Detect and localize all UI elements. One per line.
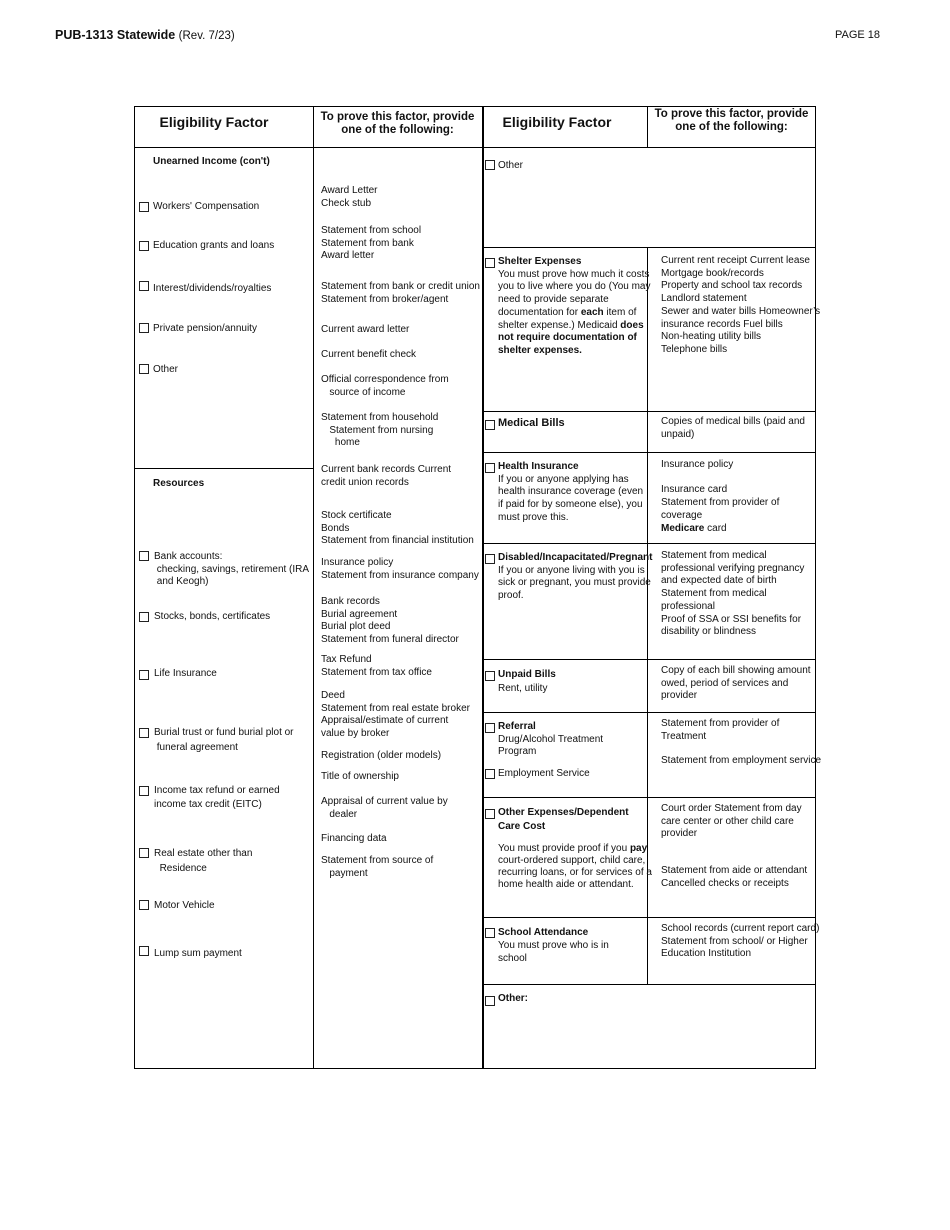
stocks-label: Stocks, bonds, certificates	[154, 611, 271, 622]
proof-text: Deed Statement from real estate broker Appraisal/estimate of current value by broker	[321, 690, 470, 740]
proof-text: Statement from bank or credit union Statement from broker/agent	[321, 281, 480, 305]
other-expenses-checkbox[interactable]	[485, 809, 495, 819]
disabled-proofs: Statement from medical professional verifying pregnancy and expected date of birth Statement from medical professional Proof of SSA or SSI benefits for disability or blindness	[661, 550, 805, 638]
stocks-checkbox[interactable]	[139, 612, 149, 622]
shelter-proofs: Current rent receipt Current lease Mortgage book/records Property and school tax records Landlord statement Sewer and water bills Homeowner’s insurance records Fuel bills Non-heating utility bills Telephone bills	[661, 255, 821, 355]
other-bottom-checkbox[interactable]	[485, 996, 495, 1006]
proof-text: Current benefit check	[321, 349, 417, 360]
pension-checkbox[interactable]	[139, 323, 149, 333]
proof-text: Appraisal of current value by dealer	[321, 796, 448, 820]
proof-text: Award Letter Check stub	[321, 185, 378, 209]
proof-text: Tax Refund Statement from tax office	[321, 654, 432, 678]
interest-checkbox[interactable]	[139, 281, 149, 291]
health-insurance-checkbox[interactable]	[485, 463, 495, 473]
school-attendance-description: School Attendance You must prove who is in school	[498, 927, 609, 964]
other-top-checkbox[interactable]	[485, 160, 495, 170]
workers-comp-label: Workers' Compensation	[153, 201, 260, 212]
education-label: Education grants and loans	[153, 240, 275, 251]
real-estate-checkbox[interactable]	[139, 848, 149, 858]
school-attendance-checkbox[interactable]	[485, 928, 495, 938]
proof-text: Title of ownership	[321, 771, 399, 782]
health-insurance-proofs: Insurance policy Insurance card Statement from provider of coverage Medicare card	[661, 459, 780, 534]
col-header-factor-left: Eligibility Factor	[159, 114, 269, 130]
education-checkbox[interactable]	[139, 241, 149, 251]
real-estate-label: Real estate other than Residence	[154, 848, 253, 874]
referral-proofs: Statement from provider of Treatment	[661, 718, 780, 742]
motor-vehicle-label: Motor Vehicle	[154, 900, 215, 911]
health-insurance-description: Health Insurance If you or anyone applying has health insurance coverage (even if paid for by someone else), you must prove this.	[498, 461, 644, 523]
referral-proofs-employment: Statement from employment service	[661, 755, 822, 766]
motor-vehicle-checkbox[interactable]	[139, 900, 149, 910]
col-header-proof-left: To prove this factor, provide one of the following:	[320, 111, 475, 137]
proof-text: Current award letter	[321, 324, 410, 335]
form-id: PUB-1313 Statewide (Rev. 7/23)	[55, 28, 235, 42]
life-insurance-checkbox[interactable]	[139, 670, 149, 680]
other-expenses-title: Other Expenses/Dependent Care Cost	[498, 807, 629, 832]
unpaid-bills-description: Unpaid Bills Rent, utility	[498, 669, 556, 694]
proof-text: Financing data	[321, 833, 387, 844]
proof-text: Insurance policy Statement from insurance company	[321, 557, 479, 581]
shelter-checkbox[interactable]	[485, 258, 495, 268]
proof-text: Statement from household Statement from nursing home	[321, 412, 439, 449]
proof-text: Current bank records Current credit union records	[321, 464, 452, 488]
other-income-checkbox[interactable]	[139, 364, 149, 374]
shelter-description: Shelter Expenses You must prove how much it costs you to live where you do (You may need to provide separate documentation for each item of shelter expense.) Medicaid does not require documentation of shelter expenses.	[498, 256, 651, 356]
life-insurance-label: Life Insurance	[154, 668, 217, 679]
other-income-label: Other	[153, 364, 179, 375]
unpaid-bills-checkbox[interactable]	[485, 671, 495, 681]
burial-label: Burial trust or fund burial plot or funeral agreement	[154, 727, 294, 753]
tax-refund-label: Income tax refund or earned income tax credit (EITC)	[154, 785, 280, 810]
employment-service-label: Employment Service	[498, 768, 590, 779]
proof-text: Statement from school Statement from bank Award letter	[321, 225, 422, 262]
page-number: PAGE 18	[835, 29, 881, 41]
disabled-description: Disabled/Incapacitated/Pregnant If you or anyone living with you is sick or pregnant, you must provide proof.	[498, 552, 653, 602]
proof-text: Statement from source of payment	[321, 855, 434, 879]
unearned-income-heading: Unearned Income (con't)	[153, 156, 270, 167]
workers-comp-checkbox[interactable]	[139, 202, 149, 212]
medical-bills-proofs: Copies of medical bills (paid and unpaid)	[661, 416, 805, 440]
lump-sum-checkbox[interactable]	[139, 946, 149, 956]
unpaid-bills-proofs: Copy of each bill showing amount owed, period of services and provider	[661, 665, 811, 702]
tax-refund-checkbox[interactable]	[139, 786, 149, 796]
school-attendance-proofs: School records (current report card) Statement from school/ or Higher Education Institution	[661, 923, 820, 960]
other-top-label: Other	[498, 160, 524, 171]
employment-service-checkbox[interactable]	[485, 769, 495, 779]
lump-sum-label: Lump sum payment	[154, 948, 242, 959]
bank-accounts-label: Bank accounts: checking, savings, retirement (IRA and Keogh)	[154, 551, 310, 588]
pension-label: Private pension/annuity	[153, 323, 257, 334]
resources-heading: Resources	[153, 478, 205, 489]
proof-text: Official correspondence from source of income	[321, 374, 449, 398]
burial-checkbox[interactable]	[139, 728, 149, 738]
medical-bills-checkbox[interactable]	[485, 420, 495, 430]
proof-text: Stock certificate Bonds Statement from financial institution	[321, 510, 474, 547]
referral-checkbox[interactable]	[485, 723, 495, 733]
proof-text: Bank records Burial agreement Burial plot deed Statement from funeral director	[321, 596, 459, 646]
col-header-proof-right: To prove this factor, provide one of the following:	[654, 108, 809, 134]
proof-text: Registration (older models)	[321, 750, 442, 761]
referral-description: Referral Drug/Alcohol Treatment Program	[498, 721, 604, 758]
other-bottom-label: Other:	[498, 993, 528, 1004]
col-header-factor-right: Eligibility Factor	[502, 114, 612, 130]
medical-bills-label: Medical Bills	[498, 417, 565, 429]
bank-accounts-checkbox[interactable]	[139, 551, 149, 561]
interest-label: Interest/dividends/royalties	[153, 283, 272, 294]
other-expenses-proofs: Court order Statement from day care center or other child care provider	[661, 803, 802, 840]
other-expenses-proofs-2: Statement from aide or attendant Cancelled checks or receipts	[661, 865, 808, 889]
other-expenses-description: You must provide proof if you pay court-ordered support, child care, recurring loans, or for services of a home health aide or attendant.	[498, 843, 652, 890]
disabled-checkbox[interactable]	[485, 554, 495, 564]
